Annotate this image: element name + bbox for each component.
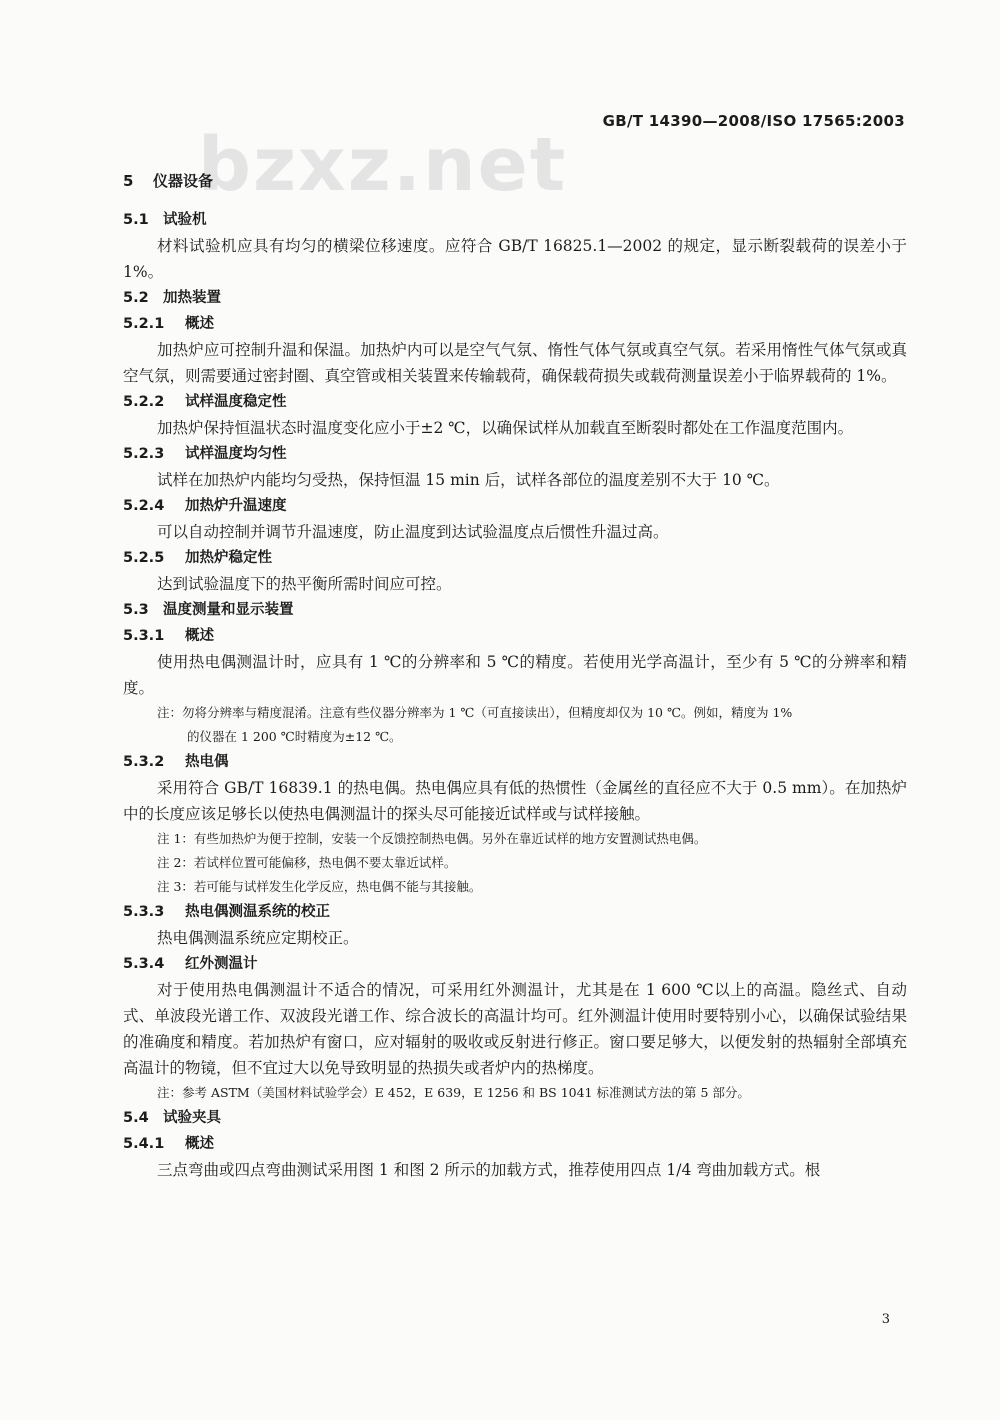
heading-title: 试样温度稳定性 — [185, 394, 287, 410]
paragraph-5-3-3: 热电偶测温系统应定期校正。 — [157, 929, 359, 947]
heading-title: 试验机 — [163, 212, 207, 228]
heading-5-3-4 — [123, 951, 907, 977]
heading-number: 5.4.1 — [123, 1136, 165, 1152]
heading-title: 加热装置 — [163, 290, 221, 306]
heading-5-4 — [123, 1105, 907, 1131]
heading-title: 试样温度均匀性 — [185, 446, 287, 462]
heading-5-4-1 — [123, 1131, 907, 1157]
paragraph-5-3-2: 采用符合 GB/T 16839.1 的热电偶。热电偶应具有低的热惯性（金属丝的直径应不大于 0.5 mm）。在加热炉中的长度应该足够长以使热电偶测温计的探头尽可能接近试样或与试样接触。 — [123, 779, 907, 823]
heading-title: 热电偶 — [185, 754, 229, 770]
paragraph-5-2-2: 加热炉保持恒温状态时温度变化应小于±2 ℃，以确保试样从加载直至断裂时都处在工作温度范围内。 — [157, 419, 854, 437]
paragraph-5-2-5: 达到试验温度下的热平衡所需时间应可控。 — [157, 575, 452, 593]
heading-number: 5.2.5 — [123, 550, 165, 566]
paragraph-5-4-1: 三点弯曲或四点弯曲测试采用图 1 和图 2 所示的加载方式，推荐使用四点 1/4 弯曲加载方式。根 — [157, 1161, 821, 1179]
paragraph-5-2-1: 加热炉应可控制升温和保温。加热炉内可以是空气气氛、惰性气体气氛或真空气氛。若采用惰性气体气氛或真空气氛，则需要通过密封圈、真空管或相关装置来传输载荷，确保载荷损失或载荷测量误差小于临界载荷的 1%。 — [123, 341, 907, 385]
heading-number: 5.3.2 — [123, 754, 165, 770]
heading-title: 加热炉稳定性 — [185, 550, 272, 566]
heading-number: 5.2.3 — [123, 446, 165, 462]
heading-5-1 — [123, 207, 907, 233]
heading-number: 5.3.1 — [123, 628, 165, 644]
heading-title: 热电偶测温系统的校正 — [185, 904, 330, 920]
note-5-3-2-3: 注 3：若可能与试样发生化学反应，热电偶不能与其接触。 — [157, 879, 482, 894]
heading-title: 概述 — [185, 628, 214, 644]
paragraph-5-3-4: 对于使用热电偶测温计不适合的情况，可采用红外测温计，尤其是在 1 600 ℃以上的高温。隐丝式、自动式、单波段光谱工作、双波段光谱工作、综合波长的高温计均可。红外测温计使用时要特别小心，以确保试验结果的准确度和精度。若加热炉有窗口，应对辐射的吸收或反射进行修正。窗口要足够大，以便发射的热辐射全部填充高温计的物镜，但不宜过大以免导致明显的热损失或者炉内的热梯度。 — [123, 981, 907, 1077]
heading-number: 5.2.4 — [123, 498, 165, 514]
heading-title: 试验夹具 — [163, 1110, 221, 1126]
heading-title: 概述 — [185, 316, 214, 332]
heading-number: 5.2 — [123, 290, 149, 306]
heading-5-2-4 — [123, 493, 907, 519]
heading-5-2-1 — [123, 311, 907, 337]
heading-title: 温度测量和显示装置 — [163, 602, 294, 618]
heading-5-3-3 — [123, 899, 907, 925]
heading-title: 概述 — [185, 1136, 214, 1152]
heading-number: 5.2.1 — [123, 316, 165, 332]
heading-title: 加热炉升温速度 — [185, 498, 287, 514]
standard-number: GB/T 14390—2008/ISO 17565:2003 — [602, 112, 905, 130]
note-line: 注：勿将分辨率与精度混淆。注意有些仪器分辨率为 1 ℃（可直接读出），但精度却仅为 10 ℃。例如，精度为 1% — [157, 705, 793, 720]
section-title: 仪器设备 — [153, 172, 214, 190]
page-content — [123, 170, 907, 1183]
heading-number: 5.2.2 — [123, 394, 165, 410]
paragraph-5-2-4: 可以自动控制并调节升温速度，防止温度到达试验温度点后惯性升温过高。 — [157, 523, 669, 541]
heading-number: 5.1 — [123, 212, 149, 228]
heading-5-2-3 — [123, 441, 907, 467]
note-5-3-2-2: 注 2：若试样位置可能偏移，热电偶不要太靠近试样。 — [157, 855, 457, 870]
heading-5-2 — [123, 285, 907, 311]
paragraph-5-3-1: 使用热电偶测温计时，应具有 1 ℃的分辨率和 5 ℃的精度。若使用光学高温计，至少有 5 ℃的分辨率和精度。 — [123, 653, 907, 697]
paragraph-5-2-3: 试样在加热炉内能均匀受热，保持恒温 15 min 后，试样各部位的温度差别不大于 10 ℃。 — [157, 471, 780, 489]
note-line: 的仪器在 1 200 ℃时精度为±12 ℃。 — [187, 729, 402, 744]
heading-number: 5.3.3 — [123, 904, 165, 920]
note-5-3-1 — [123, 701, 907, 749]
heading-number: 5.3 — [123, 602, 149, 618]
heading-5-2-2 — [123, 389, 907, 415]
note-5-3-2-1: 注 1：有些加热炉为便于控制，安装一个反馈控制热电偶。另外在靠近试样的地方安置测试热电偶。 — [157, 831, 707, 846]
watermark: bzxz.net — [198, 122, 568, 208]
heading-5-3-2 — [123, 749, 907, 775]
heading-number: 5.4 — [123, 1110, 149, 1126]
heading-title: 红外测温计 — [185, 956, 258, 972]
paragraph-5-1: 材料试验机应具有均匀的横梁位移速度。应符合 GB/T 16825.1—2002 的规定，显示断裂载荷的误差小于 1%。 — [123, 237, 907, 281]
section-heading — [123, 170, 907, 192]
heading-5-3-1 — [123, 623, 907, 649]
note-5-3-4: 注：参考 ASTM（美国材料试验学会）E 452，E 639，E 1256 和 BS 1041 标准测试方法的第 5 部分。 — [157, 1085, 750, 1100]
heading-number: 5.3.4 — [123, 956, 165, 972]
heading-5-3 — [123, 597, 907, 623]
section-number: 5 — [123, 172, 134, 190]
heading-5-2-5 — [123, 545, 907, 571]
page-number: 3 — [881, 1312, 890, 1327]
